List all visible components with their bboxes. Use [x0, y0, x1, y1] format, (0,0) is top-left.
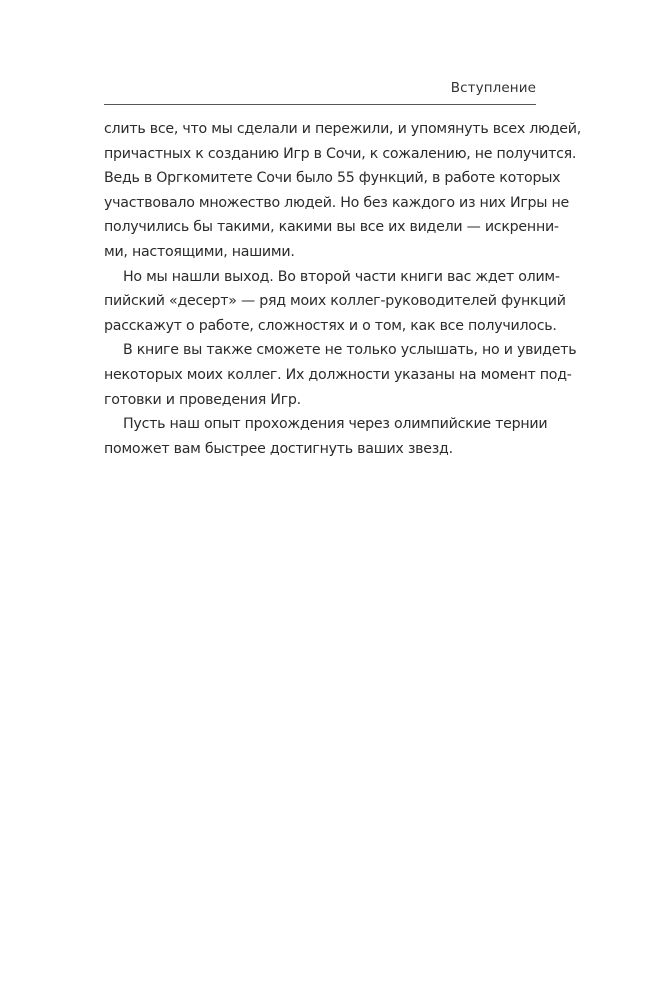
text-line: причастных к созданию Игр в Сочи, к сожалению, не получится. [104, 145, 577, 162]
text-line: получились бы такими, какими вы все их видели — искренни- [104, 219, 559, 236]
text-line: участвовало множество людей. Но без каждого из них Игры не [104, 194, 570, 211]
running-header-title: Вступление [450, 80, 536, 96]
header-rule [104, 104, 536, 105]
text-line: некоторых моих коллег. Их должности указаны на момент под- [104, 366, 572, 383]
text-line: Ведь в Оргкомитете Сочи было 55 функций, в работе которых [104, 170, 561, 187]
text-line: Но мы нашли выход. Во второй части книги вас ждет олим- [123, 268, 560, 285]
paragraph [104, 338, 577, 412]
paragraph [104, 117, 582, 265]
paragraph [104, 412, 548, 461]
text-line: пийский «десерт» — ряд моих коллег-руководителей функций [104, 293, 566, 310]
text-line: расскажут о работе, сложностях и о том, как все получилось. [104, 317, 557, 334]
text-line: В книге вы также сможете не только услышать, но и увидеть [123, 342, 577, 359]
paragraph [104, 265, 566, 339]
text-line: Пусть наш опыт прохождения через олимпийские тернии [123, 416, 548, 433]
body-text [104, 117, 582, 461]
text-line: готовки и проведения Игр. [104, 391, 301, 408]
text-line: ми, настоящими, нашими. [104, 243, 295, 260]
text-line: слить все, что мы сделали и пережили, и упомянуть всех людей, [104, 121, 582, 137]
text-line: поможет вам быстрее достигнуть ваших звезд. [104, 440, 453, 457]
